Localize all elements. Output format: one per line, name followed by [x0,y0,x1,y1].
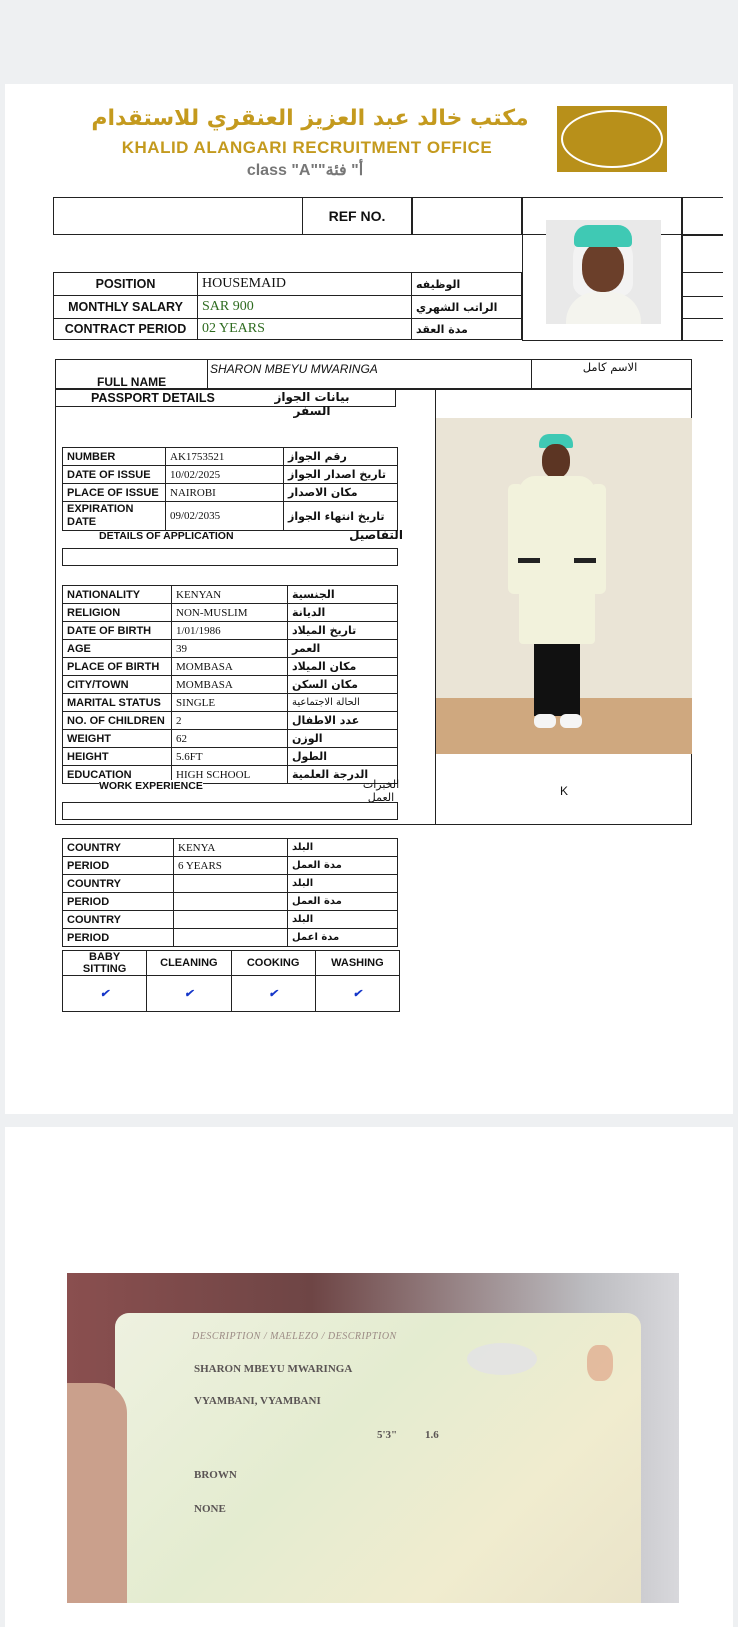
table-row [63,622,398,640]
marital-value: SINGLE [172,694,288,712]
expiry-ar: تاريخ انتهاء الجواز [284,502,398,531]
passport-scan-page [5,1127,733,1627]
id-card-name: SHARON MBEYU MWARINGA [194,1363,353,1375]
exp-country-ar: البلد [288,911,398,929]
city-label: CITY/TOWN [63,676,172,694]
education-label: EDUCATION [63,766,172,784]
table-row [54,273,522,296]
passport-label: PASSPORT DETAILS [91,391,215,405]
table-row [63,976,400,1012]
application-table [62,585,398,784]
checkmark-icon: ✔ [63,976,147,1012]
table-row [63,676,398,694]
work-experience-ar: الخبرات العمل [362,778,400,804]
children-ar: عدد الاطفال [288,712,398,730]
side-column [682,197,723,341]
age-label: AGE [63,640,172,658]
office-arabic-name: مكتب خالد عبد العزيز العنقري للاستقدام [91,106,529,131]
exp-period-ar: مدة العمل [288,857,398,875]
skill-label: CLEANING [147,951,231,976]
office-class-label: class "A""أ" فئة [246,162,364,179]
issue-date-ar: تاريخ اصدار الجواز [284,466,398,484]
expiry-value: 09/02/2035 [166,502,284,531]
dob-ar: تاريخ الميلاد [288,622,398,640]
position-ar: الوظيفه [412,273,522,296]
office-logo [557,106,667,172]
position-value: HOUSEMAID [198,273,412,296]
exp-country-label: COUNTRY [63,911,174,929]
expiry-label: EXPIRATION DATE [63,502,166,531]
passport-table [62,447,398,531]
id-card-eyes: BROWN [194,1469,237,1481]
height-value: 5.6FT [172,748,288,766]
marital-label: MARITAL STATUS [63,694,172,712]
id-card-peculiarities: NONE [194,1503,226,1515]
table-row [63,875,398,893]
passport-number-ar: رقم الجواز [284,448,398,466]
table-row [54,296,522,319]
checkmark-icon: ✔ [147,976,231,1012]
table-row [63,484,398,502]
full-body-photo [436,418,692,754]
passport-number-label: NUMBER [63,448,166,466]
table-row [63,730,398,748]
table-row [54,319,522,340]
birthplace-value: MOMBASA [172,658,288,676]
table-row [63,712,398,730]
salary-ar: الراتب الشهري [412,296,522,319]
table-row [63,586,398,604]
passport-photo-scan [67,1273,679,1603]
table-row [63,748,398,766]
checkmark-icon: ✔ [231,976,315,1012]
exp-period-value [174,893,288,911]
table-row [63,951,400,976]
city-value: MOMBASA [172,676,288,694]
table-row [63,448,398,466]
exp-country-ar: البلد [288,839,398,857]
table-row [63,839,398,857]
table-row [63,893,398,911]
form-page [5,84,733,1114]
birthplace-ar: مكان الميلاد [288,658,398,676]
work-experience-label: WORK EXPERIENCE [99,780,203,792]
education-ar: الدرجة العلمية [288,766,398,784]
exp-country-value [174,875,288,893]
exp-period-value: 6 YEARS [174,857,288,875]
exp-period-label: PERIOD [63,929,174,947]
position-label: POSITION [54,273,198,296]
weight-ar: الوزن [288,730,398,748]
issue-date-value: 10/02/2025 [166,466,284,484]
age-value: 39 [172,640,288,658]
application-blank-row [62,548,398,566]
marital-ar: الحالة الاجتماعية [288,694,398,712]
exp-country-label: COUNTRY [63,839,174,857]
exp-period-label: PERIOD [63,857,174,875]
dob-value: 1/01/1986 [172,622,288,640]
work-blank-row [62,802,398,820]
ref-value-cell [412,197,522,235]
headshot-photo [546,220,661,324]
checkmark-icon: ✔ [315,976,399,1012]
id-card-height-m: 1.6 [425,1429,439,1441]
passport-ar: بيانات الجواز السفر [274,390,350,418]
office-english-name: KHALID ALANGARI RECRUITMENT OFFICE [121,138,493,157]
contract-value: 02 YEARS [198,319,412,340]
height-ar: الطول [288,748,398,766]
religion-value: NON-MUSLIM [172,604,288,622]
table-row [63,911,398,929]
application-ar: التفاصيل [349,528,403,542]
nationality-value: KENYAN [172,586,288,604]
application-label: DETAILS OF APPLICATION [99,530,234,542]
salary-value: SAR 900 [198,296,412,319]
full-name-ar: الاسم كامل [582,360,638,374]
id-card-residence: VYAMBANI, VYAMBANI [194,1395,321,1407]
issue-place-value: NAIROBI [166,484,284,502]
nationality-ar: الجنسية [288,586,398,604]
skill-label: WASHING [315,951,399,976]
exp-country-ar: البلد [288,875,398,893]
exp-country-label: COUNTRY [63,875,174,893]
children-value: 2 [172,712,288,730]
nationality-label: NATIONALITY [63,586,172,604]
ref-label: REF NO. [328,208,386,224]
table-row [63,604,398,622]
contract-ar: مدة العقد [412,319,522,340]
table-row [63,694,398,712]
full-name-value: SHARON MBEYU MWARINGA [210,362,378,376]
full-name-label: FULL NAME [97,375,167,389]
issue-place-ar: مكان الاصدار [284,484,398,502]
id-card-title: DESCRIPTION / MAELEZO / DESCRIPTION [192,1331,397,1342]
age-ar: العمر [288,640,398,658]
skill-label: COOKING [231,951,315,976]
religion-ar: الديانة [288,604,398,622]
height-label: HEIGHT [63,748,172,766]
city-ar: مكان السكن [288,676,398,694]
table-row [63,502,398,531]
photo-caption: K [560,784,569,798]
experience-table [62,838,398,947]
passport-number-value: AK1753521 [166,448,284,466]
children-label: NO. OF CHILDREN [63,712,172,730]
issue-place-label: PLACE OF ISSUE [63,484,166,502]
exp-period-value [174,929,288,947]
exp-country-value: KENYA [174,839,288,857]
contract-label: CONTRACT PERIOD [54,319,198,340]
table-row [63,929,398,947]
weight-value: 62 [172,730,288,748]
birthplace-label: PLACE OF BIRTH [63,658,172,676]
exp-period-ar: مدة العمل [288,893,398,911]
table-row [63,640,398,658]
skills-table [62,950,400,1012]
skill-label: BABY SITTING [63,951,147,976]
exp-country-value [174,911,288,929]
table-row [63,658,398,676]
salary-label: MONTHLY SALARY [54,296,198,319]
id-card [115,1313,641,1603]
exp-period-label: PERIOD [63,893,174,911]
table-row [63,857,398,875]
table-row [63,466,398,484]
religion-label: RELIGION [63,604,172,622]
exp-period-ar: مدة اعمل [288,929,398,947]
education-value: HIGH SCHOOL [172,766,288,784]
dob-label: DATE OF BIRTH [63,622,172,640]
id-card-height-in: 5'3" [377,1429,398,1441]
job-table [53,272,522,340]
weight-label: WEIGHT [63,730,172,748]
issue-date-label: DATE OF ISSUE [63,466,166,484]
